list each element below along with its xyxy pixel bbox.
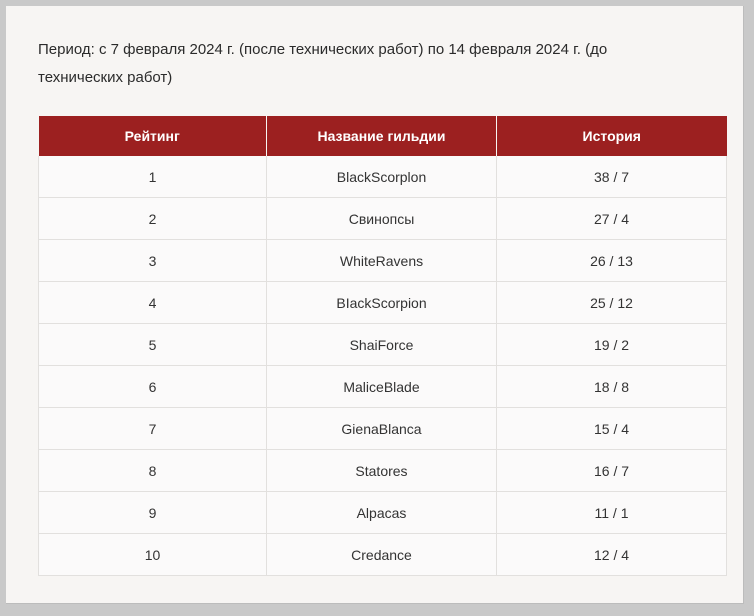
cell-guild: Свинопсы (267, 198, 497, 240)
cell-history: 26 / 13 (497, 240, 727, 282)
cell-guild: BIackScorpion (267, 282, 497, 324)
cell-history: 12 / 4 (497, 534, 727, 576)
cell-history: 16 / 7 (497, 450, 727, 492)
table-row (39, 450, 727, 492)
period-text: Период: с 7 февраля 2024 г. (после технических работ) по 14 февраля 2024 г. (до технических работ) (38, 41, 608, 86)
cell-history: 11 / 1 (497, 492, 727, 534)
cell-history: 18 / 8 (497, 366, 727, 408)
table-row (39, 282, 727, 324)
table-row (39, 492, 727, 534)
cell-history: 38 / 7 (497, 156, 727, 198)
table-row (39, 366, 727, 408)
cell-history: 15 / 4 (497, 408, 727, 450)
cell-rank: 10 (39, 534, 267, 576)
cell-guild: Credance (267, 534, 497, 576)
table-row (39, 408, 727, 450)
cell-guild: BlackScorplon (267, 156, 497, 198)
cell-guild: Statores (267, 450, 497, 492)
column-header-history: История (497, 116, 727, 156)
cell-history: 19 / 2 (497, 324, 727, 366)
table-row (39, 198, 727, 240)
cell-rank: 1 (39, 156, 267, 198)
table-row (39, 324, 727, 366)
cell-guild: GienaBlanca (267, 408, 497, 450)
cell-rank: 9 (39, 492, 267, 534)
cell-rank: 4 (39, 282, 267, 324)
cell-rank: 7 (39, 408, 267, 450)
cell-guild: MaliceBlade (267, 366, 497, 408)
cell-guild: ShaiForce (267, 324, 497, 366)
column-header-rank: Рейтинг (39, 116, 267, 156)
table-row (39, 156, 727, 198)
guild-ranking-table (38, 116, 727, 576)
cell-guild: WhiteRavens (267, 240, 497, 282)
cell-rank: 5 (39, 324, 267, 366)
cell-rank: 6 (39, 366, 267, 408)
column-header-guild: Название гильдии (267, 116, 497, 156)
table-header (39, 116, 727, 156)
cell-rank: 3 (39, 240, 267, 282)
table-row (39, 240, 727, 282)
cell-history: 27 / 4 (497, 198, 727, 240)
content-page (6, 6, 744, 604)
cell-guild: Alpacas (267, 492, 497, 534)
cell-rank: 2 (39, 198, 267, 240)
cell-history: 25 / 12 (497, 282, 727, 324)
cell-rank: 8 (39, 450, 267, 492)
table-row (39, 534, 727, 576)
table-header-row (39, 116, 727, 156)
table-body (39, 156, 727, 576)
